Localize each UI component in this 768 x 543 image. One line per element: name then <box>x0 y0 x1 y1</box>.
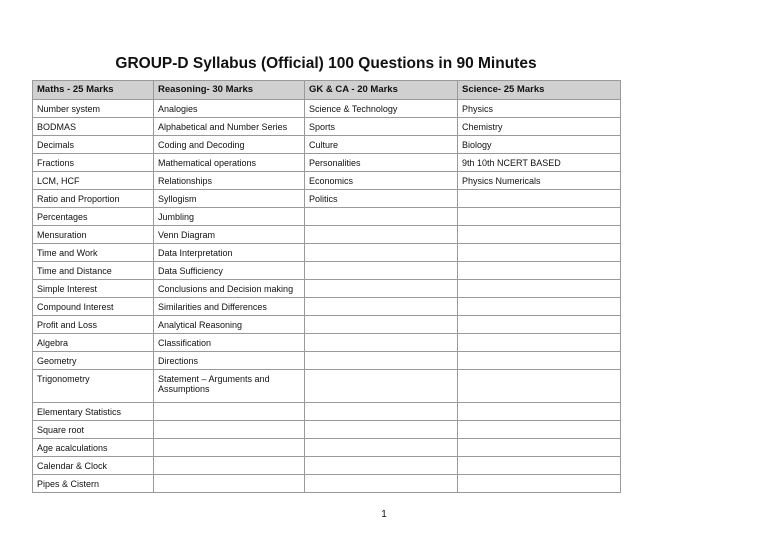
maths-cell: Time and Work <box>33 244 154 262</box>
reasoning-cell: Data Interpretation <box>154 244 305 262</box>
maths-cell: Geometry <box>33 352 154 370</box>
reasoning-cell: Venn Diagram <box>154 226 305 244</box>
reasoning-cell: Directions <box>154 352 305 370</box>
table-row <box>33 190 621 208</box>
table-row <box>33 403 621 421</box>
reasoning-cell <box>154 439 305 457</box>
header-maths: Maths - 25 Marks <box>33 81 154 100</box>
table-row <box>33 475 621 493</box>
table-row <box>33 298 621 316</box>
gk-ca-cell: Personalities <box>305 154 458 172</box>
maths-cell: Compound Interest <box>33 298 154 316</box>
science-cell <box>458 352 621 370</box>
table-row <box>33 457 621 475</box>
gk-ca-cell <box>305 280 458 298</box>
science-cell <box>458 439 621 457</box>
page-number: 1 <box>381 509 387 520</box>
maths-cell: Number system <box>33 100 154 118</box>
reasoning-cell: Jumbling <box>154 208 305 226</box>
table-row <box>33 118 621 136</box>
maths-cell: Mensuration <box>33 226 154 244</box>
table-row <box>33 370 621 403</box>
table-row <box>33 172 621 190</box>
maths-cell: Percentages <box>33 208 154 226</box>
science-cell <box>458 475 621 493</box>
science-cell <box>458 421 621 439</box>
science-cell: Physics Numericals <box>458 172 621 190</box>
table-header-row <box>33 81 621 100</box>
science-cell <box>458 226 621 244</box>
maths-cell: Age acalculations <box>33 439 154 457</box>
table-row <box>33 280 621 298</box>
science-cell <box>458 298 621 316</box>
header-reasoning: Reasoning- 30 Marks <box>154 81 305 100</box>
reasoning-cell: Classification <box>154 334 305 352</box>
header-gk-ca: GK & CA - 20 Marks <box>305 81 458 100</box>
gk-ca-cell <box>305 457 458 475</box>
gk-ca-cell <box>305 370 458 403</box>
science-cell <box>458 262 621 280</box>
science-cell <box>458 370 621 403</box>
reasoning-cell: Analytical Reasoning <box>154 316 305 334</box>
science-cell <box>458 334 621 352</box>
reasoning-cell <box>154 403 305 421</box>
reasoning-cell <box>154 475 305 493</box>
science-cell: Physics <box>458 100 621 118</box>
maths-cell: BODMAS <box>33 118 154 136</box>
reasoning-cell: Similarities and Differences <box>154 298 305 316</box>
maths-cell: Trigonometry <box>33 370 154 403</box>
maths-cell: Fractions <box>33 154 154 172</box>
science-cell <box>458 457 621 475</box>
table-row <box>33 208 621 226</box>
maths-cell: LCM, HCF <box>33 172 154 190</box>
table-row <box>33 439 621 457</box>
gk-ca-cell: Sports <box>305 118 458 136</box>
maths-cell: Algebra <box>33 334 154 352</box>
table-row <box>33 421 621 439</box>
gk-ca-cell <box>305 316 458 334</box>
gk-ca-cell <box>305 298 458 316</box>
table-row <box>33 352 621 370</box>
maths-cell: Time and Distance <box>33 262 154 280</box>
maths-cell: Square root <box>33 421 154 439</box>
table-row <box>33 154 621 172</box>
gk-ca-cell <box>305 334 458 352</box>
table-row <box>33 316 621 334</box>
maths-cell: Simple Interest <box>33 280 154 298</box>
gk-ca-cell <box>305 475 458 493</box>
science-cell: Chemistry <box>458 118 621 136</box>
maths-cell: Pipes & Cistern <box>33 475 154 493</box>
reasoning-cell: Statement – Arguments and Assumptions <box>154 370 305 403</box>
science-cell <box>458 316 621 334</box>
reasoning-cell: Alphabetical and Number Series <box>154 118 305 136</box>
gk-ca-cell: Economics <box>305 172 458 190</box>
science-cell <box>458 280 621 298</box>
maths-cell: Decimals <box>33 136 154 154</box>
science-cell: Biology <box>458 136 621 154</box>
science-cell: 9th 10th NCERT BASED <box>458 154 621 172</box>
gk-ca-cell <box>305 244 458 262</box>
gk-ca-cell: Culture <box>305 136 458 154</box>
maths-cell: Calendar & Clock <box>33 457 154 475</box>
science-cell <box>458 208 621 226</box>
gk-ca-cell: Politics <box>305 190 458 208</box>
gk-ca-cell <box>305 352 458 370</box>
gk-ca-cell <box>305 208 458 226</box>
table-row <box>33 136 621 154</box>
reasoning-cell: Conclusions and Decision making <box>154 280 305 298</box>
gk-ca-cell: Science & Technology <box>305 100 458 118</box>
reasoning-cell: Coding and Decoding <box>154 136 305 154</box>
page-title: GROUP-D Syllabus (Official) 100 Questions in 90 Minutes <box>115 55 537 72</box>
reasoning-cell: Analogies <box>154 100 305 118</box>
header-science: Science- 25 Marks <box>458 81 621 100</box>
science-cell <box>458 244 621 262</box>
science-cell <box>458 403 621 421</box>
gk-ca-cell <box>305 439 458 457</box>
table-row <box>33 226 621 244</box>
reasoning-cell: Mathematical operations <box>154 154 305 172</box>
syllabus-table <box>32 80 621 493</box>
table-row <box>33 334 621 352</box>
reasoning-cell <box>154 457 305 475</box>
table-row <box>33 262 621 280</box>
reasoning-cell: Data Sufficiency <box>154 262 305 280</box>
maths-cell: Elementary Statistics <box>33 403 154 421</box>
gk-ca-cell <box>305 403 458 421</box>
reasoning-cell <box>154 421 305 439</box>
science-cell <box>458 190 621 208</box>
maths-cell: Ratio and Proportion <box>33 190 154 208</box>
gk-ca-cell <box>305 421 458 439</box>
reasoning-cell: Syllogism <box>154 190 305 208</box>
table-row <box>33 244 621 262</box>
gk-ca-cell <box>305 226 458 244</box>
gk-ca-cell <box>305 262 458 280</box>
table-row <box>33 100 621 118</box>
reasoning-cell: Relationships <box>154 172 305 190</box>
maths-cell: Profit and Loss <box>33 316 154 334</box>
